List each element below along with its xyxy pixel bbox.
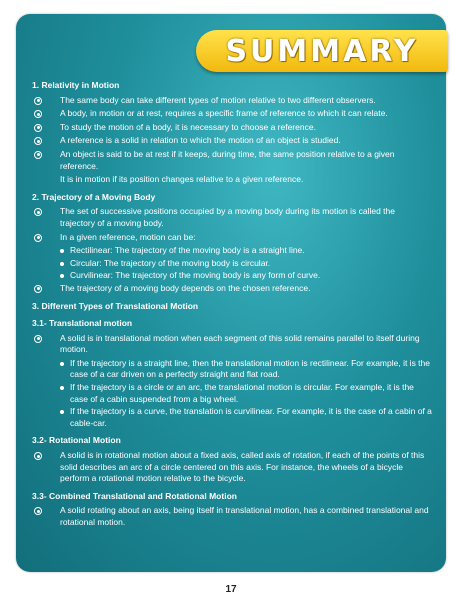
subsection-3-2-heading: 3.2- Rotational Motion [32,435,121,446]
circle-bullet-icon [34,110,42,118]
section-1-heading: 1. Relativity in Motion [32,80,120,90]
circle-bullet-icon [34,137,42,145]
summary-badge [196,30,448,72]
dot-bullet-icon [60,362,64,366]
sub-list-item: If the trajectory is a straight line, then the translational motion is rectilinear. For example, it is the case of a car driven on a perfectly straight and flat road. [32,358,432,381]
list-item: The trajectory of a moving body depends on the chosen reference. [32,283,432,295]
circle-bullet-icon [34,97,42,105]
dot-bullet-icon [60,386,64,390]
sub-list-item: Circular: The trajectory of the moving body is circular. [32,258,432,270]
subsection-3-1-heading: 3.1- Translational motion [32,318,133,329]
section-2-heading: 2. Trajectory of a Moving Body [32,191,156,202]
list-item: A reference is a solid in relation to which the motion of an object is studied. [32,135,432,147]
subsection-3-3-heading: 3.3- Combined Translational and Rotational Motion [32,490,237,501]
dot-bullet-icon [60,262,64,266]
circle-bullet-icon [34,208,42,216]
list-item: A solid is in translational motion when each segment of this solid remains parallel to itself during motion. [32,333,432,356]
circle-bullet-icon [34,452,42,460]
list-item: The set of successive positions occupied by a moving body during its motion is called the trajectory of a moving body. [32,206,432,229]
dot-bullet-icon [60,249,64,253]
list-item: A body, in motion or at rest, requires a specific frame of reference to which it can relate. [32,108,432,120]
sub-list-item: If the trajectory is a circle or an arc, the translational motion is circular. For example, it is the case of a cabin suspended from a big wheel. [32,382,432,405]
sub-list-item: If the trajectory is a curve, the translation is curvilinear. For example, it is the case of a cabin of a cable-car. [32,406,432,429]
list-item: To study the motion of a body, it is necessary to choose a reference. [32,122,432,134]
dot-bullet-icon [60,410,64,414]
summary-title: SUMMARY [225,33,419,69]
section-3-heading: 3. Different Types of Translational Motion [32,300,199,311]
list-item-continuation: It is in motion if its position changes relative to a given reference. [60,174,304,185]
circle-bullet-icon [34,151,42,159]
list-item: An object is said to be at rest if it keeps, during time, the same position relative to a given reference. [32,149,432,172]
list-item: A solid rotating about an axis, being itself in translational motion, has a combined translational and rotational motion. [32,505,432,528]
circle-bullet-icon [34,335,42,343]
circle-bullet-icon [34,285,42,293]
dot-bullet-icon [60,274,64,278]
list-item: A solid is in rotational motion about a fixed axis, called axis of rotation, if each of the points of this solid describes an arc of a circle centered on this axis. For instance, the wheels of a bicycle perform a rotational motion relative to the bicycle. [32,450,432,485]
list-item: In a given reference, motion can be: [32,232,432,244]
circle-bullet-icon [34,124,42,132]
sub-list-item: Rectilinear: The trajectory of the moving body is a straight line. [32,245,432,257]
summary-content [32,80,432,531]
sub-list-item: Curvilinear: The trajectory of the moving body is any form of curve. [32,270,432,282]
circle-bullet-icon [34,234,42,242]
page-number: 17 [225,584,237,595]
list-item: The same body can take different types of motion relative to two different observers. [32,95,432,107]
circle-bullet-icon [34,507,42,515]
